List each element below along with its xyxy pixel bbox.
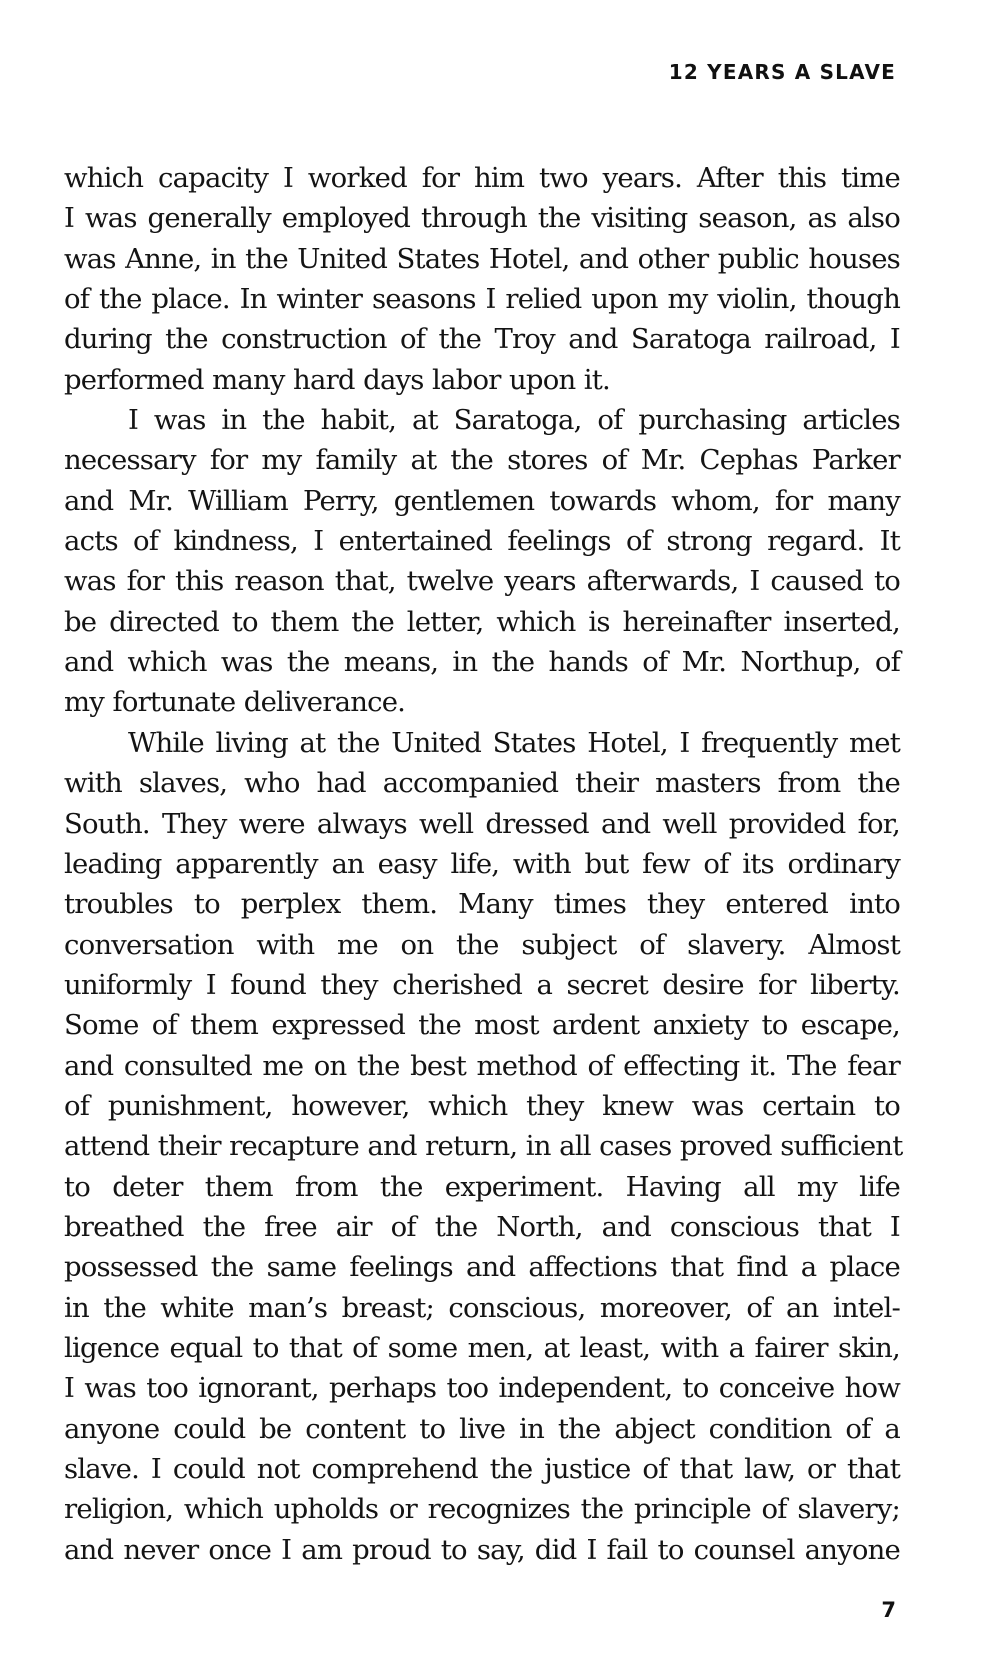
text-line: performed many hard days labor upon it. — [64, 363, 610, 396]
text-line: troubles to perplex them. Many times they entered into — [64, 888, 900, 921]
text-line: and which was the means, in the hands of Mr. Northup, of — [64, 646, 900, 679]
running-head-title: 12 YEARS A SLAVE — [668, 60, 896, 84]
text-line: and Mr. William Perry, gentlemen towards whom, for many — [64, 484, 900, 517]
text-line: South. They were always well dressed and well provided for, — [64, 807, 900, 840]
text-line: and never once I am proud to say, did I fail to counsel anyone — [64, 1533, 900, 1566]
text-line: acts of kindness, I entertained feelings of strong regard. It — [64, 525, 900, 558]
text-line: in the white man’s breast; conscious, moreover, of an intel- — [64, 1291, 900, 1324]
text-line: with slaves, who had accompanied their masters from the — [64, 767, 900, 800]
text-line: leading apparently an easy life, with but few of its ordinary — [64, 847, 900, 880]
text-line: I was generally employed through the visiting season, as also — [64, 202, 900, 235]
text-line: be directed to them the letter, which is hereinafter inserted, — [64, 605, 900, 638]
text-line: I was too ignorant, perhaps too independent, to conceive how — [64, 1372, 900, 1405]
text-line: to deter them from the experiment. Having all my life — [64, 1170, 900, 1203]
text-line: ligence equal to that of some men, at least, with a fairer skin, — [64, 1331, 900, 1364]
text-line: of punishment, however, which they knew was certain to — [64, 1089, 900, 1122]
text-line: breathed the free air of the North, and conscious that I — [64, 1210, 900, 1243]
text-line: attend their recapture and return, in all cases proved sufficient — [64, 1130, 903, 1163]
text-line: slave. I could not comprehend the justice of that law, or that — [64, 1453, 900, 1485]
text-line: of the place. In winter seasons I relied upon my violin, though — [64, 283, 900, 316]
text-line: during the construction of the Troy and Saratoga railroad, I — [64, 323, 900, 356]
text-line: my fortunate deliverance. — [64, 686, 406, 719]
text-line: was for this reason that, twelve years afterwards, I caused to — [64, 565, 900, 598]
text-line: religion, which upholds or recognizes the principle of slavery; — [64, 1493, 900, 1526]
page-number: 7 — [881, 1598, 896, 1622]
paragraph-first-line: I was in the habit, at Saratoga, of purchasing articles — [128, 404, 900, 437]
text-line: Some of them expressed the most ardent anxiety to escape, — [64, 1009, 900, 1042]
text-line: and consulted me on the best method of effecting it. The fear — [64, 1049, 900, 1082]
text-line: possessed the same feelings and affections that find a place — [64, 1251, 900, 1284]
text-line: conversation with me on the subject of slavery. Almost — [64, 928, 900, 961]
text-line: which capacity I worked for him two years. After this time — [64, 162, 900, 194]
text-line: was Anne, in the United States Hotel, and other public houses — [64, 242, 900, 275]
body-text — [64, 158, 903, 1570]
paragraph-first-line: While living at the United States Hotel, I frequently met — [128, 726, 900, 759]
text-line: anyone could be content to live in the abject condition of a — [64, 1412, 900, 1445]
text-line: necessary for my family at the stores of Mr. Cephas Parker — [64, 444, 900, 477]
text-line: uniformly I found they cherished a secret desire for liberty. — [64, 968, 900, 1001]
